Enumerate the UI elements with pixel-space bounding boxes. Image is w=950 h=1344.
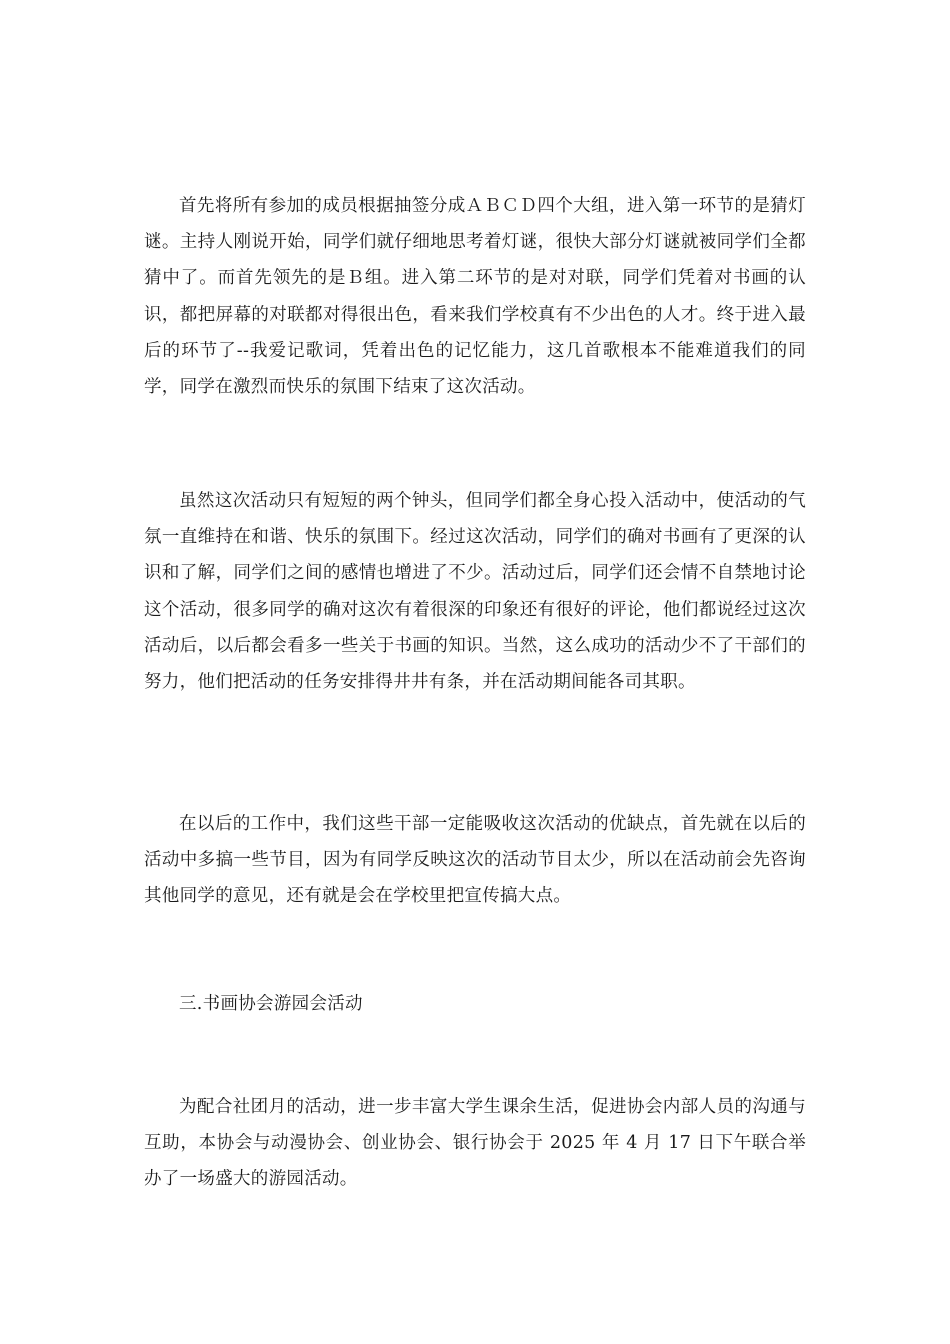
paragraph-activity-reflection: 虽然这次活动只有短短的两个钟头，但同学们都全身心投入活动中，使活动的气氛一直维持在和谐、快乐的氛围下。经过这次活动，同学们的确对书画有了更深的认识和了解，同学们之间的感情也增进了不少。活动过后，同学们还会情不自禁地讨论这个活动，很多同学的确对这次有着很深的印象还有很好的评论，他们都说经过这次活动后，以后都会看多一些关于书画的知识。当然，这么成功的活动少不了干部们的努力，他们把活动的任务安排得井井有条，并在活动期间能各司其职。 xyxy=(144,491,806,693)
section-heading: 三.书画协会游园会活动 xyxy=(179,994,363,1014)
paragraph-future-work: 在以后的工作中，我们这些干部一定能吸收这次活动的优缺点，首先就在以后的活动中多搞一些节目，因为有同学反映这次的活动节目太少，所以在活动前会先咨询其他同学的意见，还有就是会在学校里把宣传搞大点。 xyxy=(144,814,806,907)
paragraph-garden-party-intro: 为配合社团月的活动，进一步丰富大学生课余生活，促进协会内部人员的沟通与互助，本协会与动漫协会、创业协会、银行协会于 2025 年 4 月 17 日下午联合举办了一场盛大的游园活动。 xyxy=(144,1097,806,1190)
paragraph-activity-process: 首先将所有参加的成员根据抽签分成ＡＢＣＤ四个大组，进入第一环节的是猜灯谜。主持人刚说开始，同学们就仔细地思考着灯谜，很快大部分灯谜就被同学们全都猜中了。而首先领先的是Ｂ组。进入第二环节的是对对联，同学们凭着对书画的认识，都把屏幕的对联都对得很出色，看来我们学校真有不少出色的人才。终于进入最后的环节了--我爱记歌词，凭着出色的记忆能力，这几首歌根本不能难道我们的同学，同学在激烈而快乐的氛围下结束了这次活动。 xyxy=(144,196,806,398)
